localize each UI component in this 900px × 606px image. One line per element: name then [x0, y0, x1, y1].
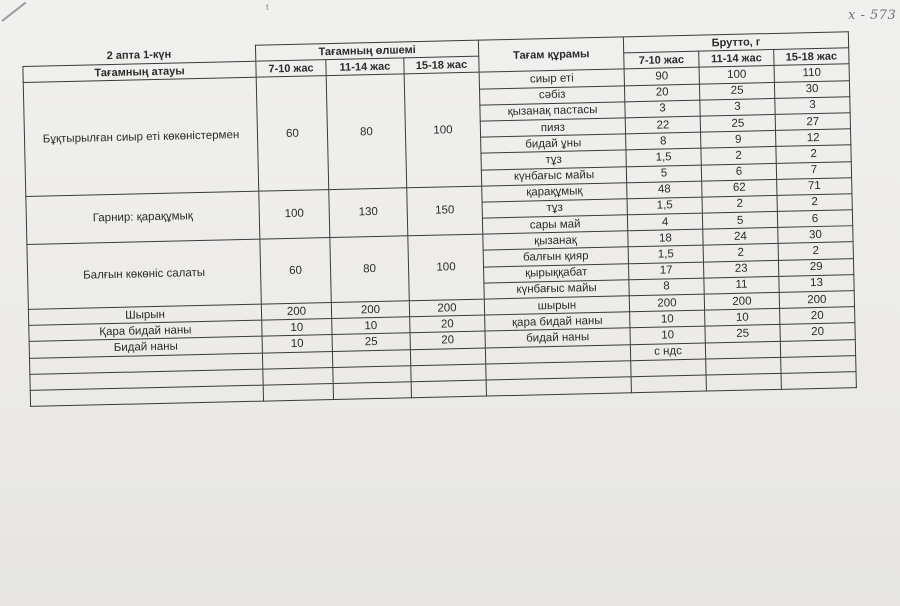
empty-cell [705, 341, 780, 359]
gross-value: 8 [626, 132, 701, 150]
dish-portion: 60 [256, 76, 329, 191]
ingredient-name: пияз [480, 118, 625, 137]
gross-value: 25 [700, 114, 775, 132]
dish-name-header: Тағамның атауы [23, 61, 256, 82]
gross-value: 18 [628, 229, 703, 247]
dish-portion: 100 [404, 73, 482, 188]
dish-portion: 80 [326, 74, 407, 189]
empty-cell [411, 364, 486, 382]
top-small-mark: t [266, 2, 269, 12]
empty-cell [332, 349, 410, 367]
dish-portion: 10 [262, 319, 332, 337]
gross-value: 25 [699, 82, 774, 100]
handwritten-note: x - 573 [848, 8, 897, 23]
dish-portion: 200 [331, 301, 409, 319]
day-label: 2 апта 1-күн [23, 45, 256, 66]
gross-value: 1,5 [628, 246, 703, 264]
ingredient-name: бидай наны [485, 328, 630, 347]
gross-value: 29 [778, 258, 853, 276]
dish-portion: 150 [407, 186, 483, 236]
menu-table [22, 31, 857, 407]
ingredients-header: Тағам құрамы [478, 37, 624, 73]
empty-cell [262, 351, 332, 369]
gross-value: 2 [777, 194, 852, 212]
gross-header: Брутто, г [623, 32, 848, 53]
gross-value: 3 [775, 96, 850, 114]
gross-value: 2 [778, 242, 853, 260]
dish-portion: 60 [260, 238, 331, 304]
dish-portion: 10 [262, 335, 332, 353]
gross-value: 200 [629, 294, 704, 312]
gross-value: 17 [629, 262, 704, 280]
portion-age-11-14: 11-14 жас [326, 58, 404, 76]
ingredient-name: сиыр еті [479, 69, 624, 88]
dish-name: Бидай наны [29, 337, 262, 358]
gross-value: 13 [779, 274, 854, 292]
dish-portion: 20 [410, 331, 485, 349]
gross-value: 90 [624, 68, 699, 86]
gross-value: 2 [703, 244, 778, 262]
portion-header: Тағамның өлшемі [255, 40, 478, 61]
empty-cell [706, 373, 781, 391]
gross-value: 100 [699, 66, 774, 84]
dish-portion: 200 [261, 303, 331, 321]
ingredient-name: қарақұмық [482, 183, 627, 202]
empty-cell [263, 383, 333, 401]
gross-value: 5 [626, 165, 701, 183]
gross-value: 24 [703, 228, 778, 246]
gross-value: 20 [624, 84, 699, 102]
gross-value: 7 [776, 161, 851, 179]
gross-value: 27 [775, 113, 850, 131]
empty-cell [486, 377, 631, 396]
dish-portion: 100 [259, 189, 330, 239]
gross-value: 48 [627, 181, 702, 199]
empty-cell [410, 348, 485, 366]
gross-value: 20 [780, 323, 855, 341]
gross-value: 10 [630, 326, 705, 344]
gross-value: 200 [779, 291, 854, 309]
ingredient-name: қызанақ пастасы [480, 102, 625, 121]
gross-value: 4 [627, 213, 702, 231]
ingredient-name: күнбағыс майы [484, 280, 629, 299]
empty-cell [411, 380, 486, 398]
empty-cell [781, 372, 856, 390]
gross-value: 9 [701, 131, 776, 149]
dish-name: Бұқтырылған сиыр еті көкөністермен [23, 78, 259, 197]
ingredient-name: қызанақ [483, 231, 628, 250]
dish-name: Гарнир: қарақұмық [26, 191, 260, 245]
gross-age-7-10: 7-10 жас [624, 51, 699, 69]
gross-value: 6 [701, 163, 776, 181]
gross-value: 3 [700, 98, 775, 116]
gross-value: 110 [774, 64, 849, 82]
menu-sheet [22, 30, 900, 460]
pen-stroke-mark [1, 2, 26, 22]
gross-value: 2 [702, 195, 777, 213]
gross-value: 20 [780, 307, 855, 325]
portion-age-7-10: 7-10 жас [256, 60, 326, 78]
gross-value: 11 [704, 276, 779, 294]
gross-value: 22 [625, 116, 700, 134]
dish-name: Шырын [28, 304, 261, 325]
gross-value: 23 [704, 260, 779, 278]
ingredient-name: күнбағыс майы [481, 166, 626, 185]
gross-value: 12 [776, 129, 851, 147]
gross-value: 1,5 [626, 148, 701, 166]
portion-age-15-18: 15-18 жас [404, 56, 479, 74]
dish-portion: 130 [329, 187, 408, 237]
empty-cell [333, 382, 411, 400]
ingredient-name: сары май [482, 215, 627, 234]
gross-age-15-18: 15-18 жас [774, 48, 849, 66]
empty-cell [631, 359, 706, 377]
empty-cell [706, 357, 781, 375]
gross-value: 6 [777, 210, 852, 228]
empty-cell [263, 367, 333, 385]
ingredient-name: қырыққабат [484, 263, 629, 282]
empty-cell [333, 366, 411, 384]
gross-value: 10 [630, 310, 705, 328]
gross-value: 3 [625, 100, 700, 118]
gross-value: 62 [702, 179, 777, 197]
ingredient-name: шырын [484, 296, 629, 315]
dish-portion: 20 [410, 315, 485, 333]
gross-value: 2 [701, 147, 776, 165]
gross-value: 8 [629, 278, 704, 296]
gross-age-11-14: 11-14 жас [699, 50, 774, 68]
ingredient-name: тұз [482, 199, 627, 218]
ingredient-name: тұз [481, 150, 626, 169]
gross-value: 10 [705, 309, 780, 327]
ingredient-name: сәбіз [480, 85, 625, 104]
gross-value: 30 [774, 80, 849, 98]
ingredient-name: бидай ұны [481, 134, 626, 153]
dish-name: Балғын көкөніс салаты [27, 239, 261, 309]
vat-label: с ндс [630, 343, 705, 361]
empty-cell [631, 375, 706, 393]
gross-value: 200 [704, 292, 779, 310]
dish-name: Қара бидай наны [29, 320, 262, 341]
ingredient-name: қара бидай наны [485, 312, 630, 331]
gross-value: 25 [705, 325, 780, 343]
gross-value: 71 [777, 177, 852, 195]
empty-cell [780, 339, 855, 357]
dish-portion: 100 [408, 234, 484, 300]
empty-cell [781, 355, 856, 373]
dish-portion: 25 [332, 333, 410, 351]
gross-value: 5 [702, 211, 777, 229]
dish-portion: 200 [409, 299, 484, 317]
dish-portion: 10 [332, 317, 410, 335]
dish-portion: 80 [330, 236, 409, 303]
ingredient-name: балғын қияр [483, 247, 628, 266]
gross-value: 2 [776, 145, 851, 163]
gross-value: 1,5 [627, 197, 702, 215]
gross-value: 30 [778, 226, 853, 244]
